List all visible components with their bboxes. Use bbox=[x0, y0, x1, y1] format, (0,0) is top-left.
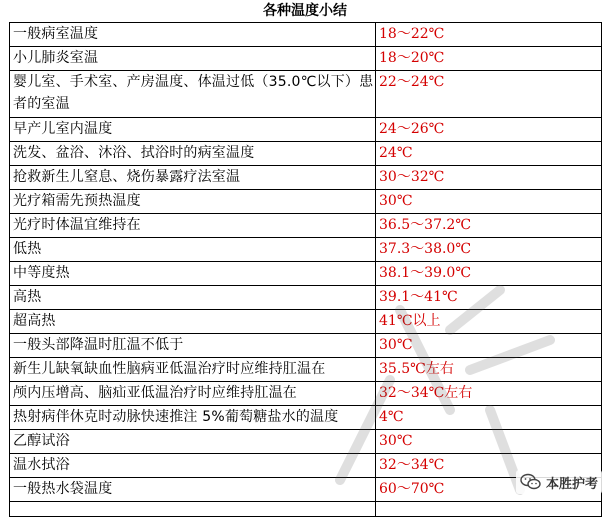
value-cell: 30℃ bbox=[376, 334, 602, 358]
value-cell: 24℃ bbox=[376, 142, 602, 166]
table-row bbox=[10, 190, 602, 214]
value-cell: 41℃以上 bbox=[376, 310, 602, 334]
table-row bbox=[10, 334, 602, 358]
value-cell: 30～32℃ bbox=[376, 166, 602, 190]
wechat-account-badge bbox=[516, 470, 602, 494]
table-row bbox=[10, 118, 602, 142]
item-cell: 乙醇试浴 bbox=[10, 430, 376, 454]
table-row bbox=[10, 238, 602, 262]
item-cell: 抢救新生儿窒息、烧伤暴露疗法室温 bbox=[10, 166, 376, 190]
item-cell: 一般热水袋温度 bbox=[10, 478, 376, 502]
value-cell: 32～34℃ bbox=[376, 454, 602, 478]
temperature-table bbox=[9, 22, 602, 517]
value-cell: 22～24℃ bbox=[376, 71, 602, 118]
table-row bbox=[10, 23, 602, 47]
temperature-table-container bbox=[9, 22, 601, 517]
item-cell: 热射病伴休克时动脉快速推注 5%葡萄糖盐水的温度 bbox=[10, 406, 376, 430]
value-cell: 30℃ bbox=[376, 430, 602, 454]
value-cell: 18～22℃ bbox=[376, 23, 602, 47]
item-cell: 早产儿室内温度 bbox=[10, 118, 376, 142]
value-cell: 37.3～38.0℃ bbox=[376, 238, 602, 262]
table-row bbox=[10, 286, 602, 310]
item-cell: 温水拭浴 bbox=[10, 454, 376, 478]
value-cell: 24～26℃ bbox=[376, 118, 602, 142]
table-row bbox=[10, 142, 602, 166]
item-cell: 新生儿缺氧缺血性脑病亚低温治疗时应维持肛温在 bbox=[10, 358, 376, 382]
table-row bbox=[10, 358, 602, 382]
item-cell: 中等度热 bbox=[10, 262, 376, 286]
item-cell: 光疗箱需先预热温度 bbox=[10, 190, 376, 214]
item-cell: 颅内压增高、脑疝亚低温治疗时应维持肛温在 bbox=[10, 382, 376, 406]
value-cell: 60～70℃ bbox=[376, 478, 602, 502]
item-cell bbox=[10, 502, 376, 517]
value-cell: 18～20℃ bbox=[376, 47, 602, 71]
item-cell: 一般病室温度 bbox=[10, 23, 376, 47]
table-row bbox=[10, 71, 602, 118]
item-cell: 光疗时体温宜维持在 bbox=[10, 214, 376, 238]
table-row bbox=[10, 214, 602, 238]
item-cell: 洗发、盆浴、沐浴、拭浴时的病室温度 bbox=[10, 142, 376, 166]
table-row bbox=[10, 382, 602, 406]
table-row bbox=[10, 47, 602, 71]
value-cell: 30℃ bbox=[376, 190, 602, 214]
badge-text: 本胜护考 bbox=[545, 476, 598, 492]
table-row bbox=[10, 310, 602, 334]
value-cell: 4℃ bbox=[376, 406, 602, 430]
table-row bbox=[10, 430, 602, 454]
item-cell: 高热 bbox=[10, 286, 376, 310]
item-cell: 一般头部降温时肛温不低于 bbox=[10, 334, 376, 358]
item-cell: 低热 bbox=[10, 238, 376, 262]
value-cell bbox=[376, 502, 602, 517]
page-title: 各种温度小结 bbox=[263, 3, 347, 19]
wechat-icon bbox=[520, 473, 542, 491]
value-cell: 36.5～37.2℃ bbox=[376, 214, 602, 238]
table-row bbox=[10, 406, 602, 430]
item-cell: 小儿肺炎室温 bbox=[10, 47, 376, 71]
item-cell: 超高热 bbox=[10, 310, 376, 334]
table-row bbox=[10, 454, 602, 478]
value-cell: 32～34℃左右 bbox=[376, 382, 602, 406]
table-row-partial bbox=[10, 502, 602, 517]
value-cell: 35.5℃左右 bbox=[376, 358, 602, 382]
table-row bbox=[10, 478, 602, 502]
value-cell: 38.1～39.0℃ bbox=[376, 262, 602, 286]
table-row bbox=[10, 262, 602, 286]
table-row bbox=[10, 166, 602, 190]
value-cell: 39.1～41℃ bbox=[376, 286, 602, 310]
item-cell: 婴儿室、手术室、产房温度、体温过低（35.0℃以下）患者的室温 bbox=[10, 71, 376, 118]
